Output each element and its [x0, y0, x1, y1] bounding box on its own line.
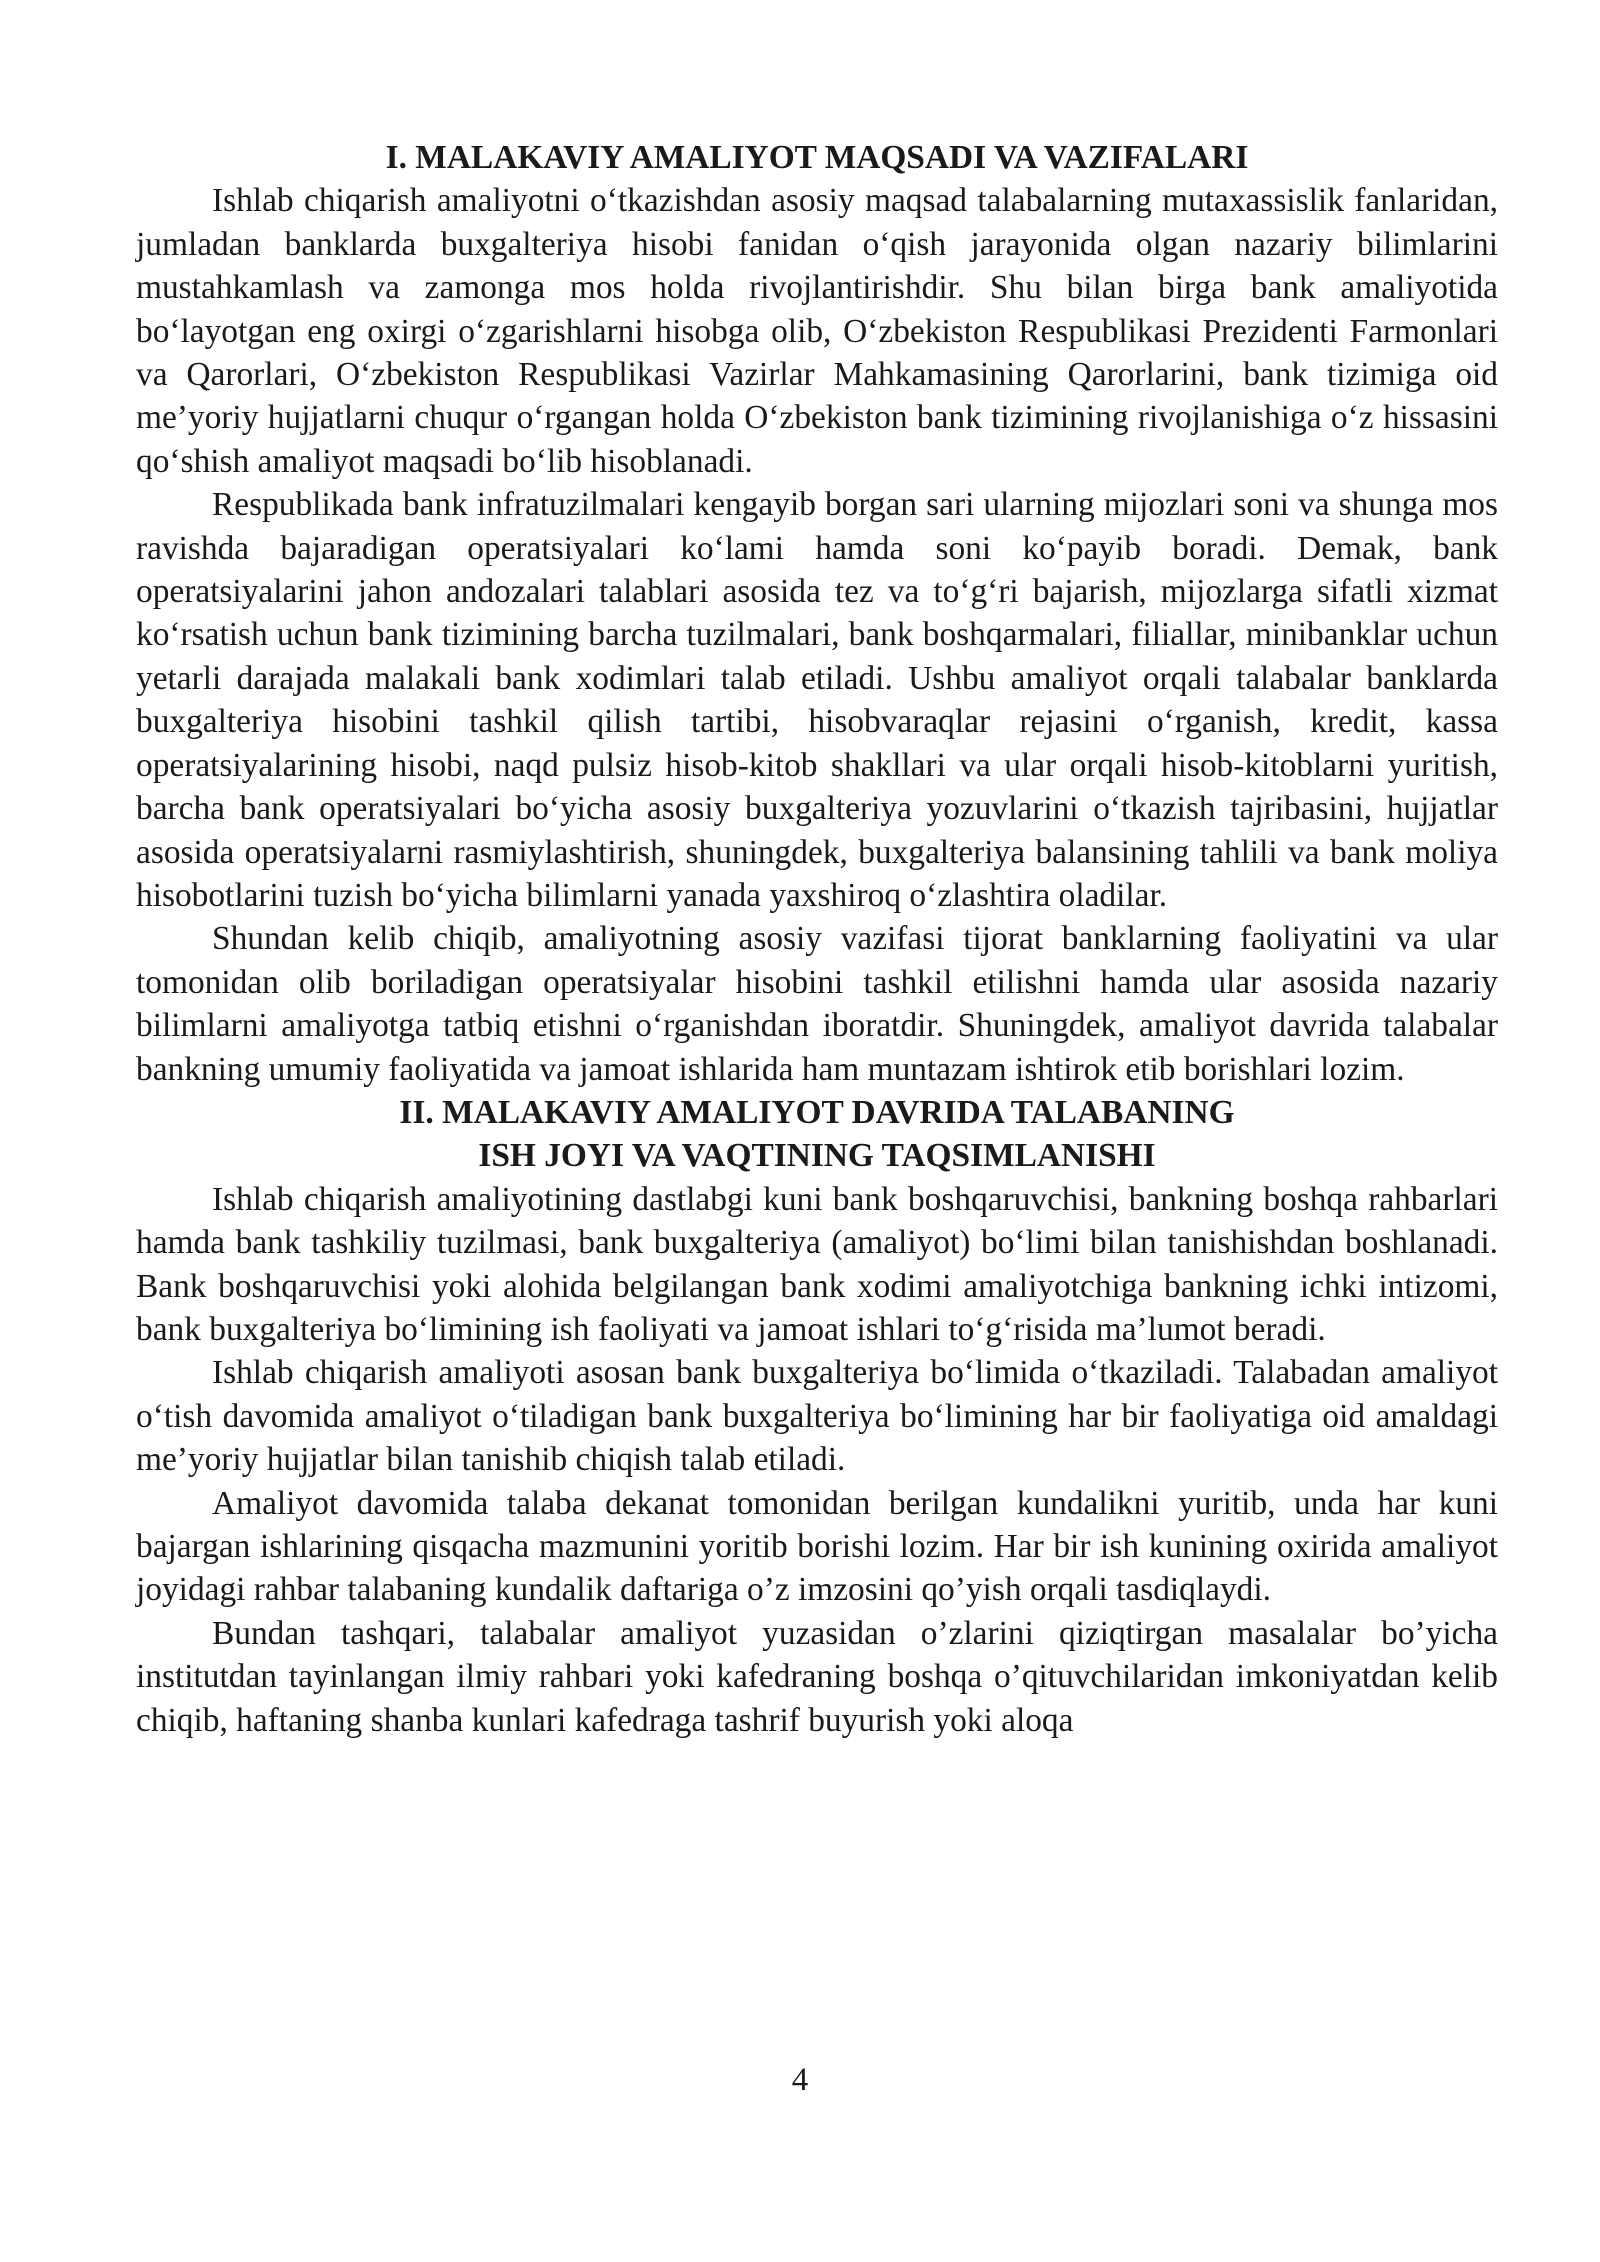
section-2-heading — [136, 1091, 1498, 1178]
section-2-heading-line-1: II. MALAKAVIY AMALIYOT DAVRIDA TALABANING — [399, 1093, 1235, 1131]
page-number: 4 — [791, 2062, 809, 2098]
document-page — [136, 136, 1498, 1742]
section-1-paragraph-1: Ishlab chiqarish amaliyotni oʻtkazishdan asosiy maqsad talabalarning mutaxassislik fanlaridan, jumladan banklarda buxgalteriya hisobi fanidan oʻqish jarayonida olgan nazariy bilimlarini mustahkamlash va zamonga mos holda rivojlantirishdir. Shu bilan birga bank amaliyotida boʻlayotgan eng oxirgi oʻzgarishlarni hisobga olib, Oʻzbekiston Respublikasi Prezidenti Farmonlari va Qarorlari, Oʻzbekiston Respublikasi Vazirlar Mahkamasining Qarorlarini, bank tizimiga oid me’yoriy hujjatlarni chuqur oʻrgangan holda Oʻzbekiston bank tizimining rivojlanishiga oʻz hissasini qoʻshish amaliyot maqsadi boʻlib hisoblanadi. — [136, 182, 1498, 480]
section-2-paragraph-2: Ishlab chiqarish amaliyoti asosan bank buxgalteriya boʻlimida oʻtkaziladi. Talabadan amaliyot oʻtish davomida amaliyot oʻtiladigan bank buxgalteriya boʻlimining har bir faoliyatiga oid amaldagi me’yoriy hujjatlar bilan tanishib chiqish talab etiladi. — [136, 1354, 1498, 1479]
section-2-paragraph-3: Amaliyot davomida talaba dekanat tomonidan berilgan kundalikni yuritib, unda har kuni bajargan ishlarining qisqacha mazmunini yoritib borishi lozim. Har bir ish kunining oxirida amaliyot joyidagi rahbar talabaning kundalik daftariga o’z imzosini qo’yish orqali tasdiqlaydi. — [136, 1484, 1498, 1609]
section-2-heading-line-2: ISH JOYI VA VAQTINING TAQSIMLANISHI — [478, 1137, 1156, 1175]
section-1-paragraph-2: Respublikada bank infratuzilmalari kengayib borgan sari ularning mijozlari soni va shunga mos ravishda bajaradigan operatsiyalari koʻlami hamda soni koʻpayib boradi. Demak, bank operatsiyalarini jahon andozalari talablari asosida tez va toʻgʻri bajarish, mijozlarga sifatli xizmat koʻrsatish uchun bank tizimining barcha tuzilmalari, bank boshqarmalari, filiallar, minibanklar uchun yetarli darajada malakali bank xodimlari talab etiladi. Ushbu amaliyot orqali talabalar banklarda buxgalteriya hisobini tashkil qilish tartibi, hisobvaraqlar rejasini oʻrganish, kredit, kassa operatsiyalarining hisobi, naqd pulsiz hisob-kitob shakllari va ular orqali hisob-kitoblarni yuritish, barcha bank operatsiyalari boʻyicha asosiy buxgalteriya yozuvlarini oʻtkazish tajribasini, hujjatlar asosida operatsiyalarni rasmiylashtirish, shuningdek, buxgalteriya balansining tahlili va bank moliya hisobotlarini tuzish boʻyicha bilimlarni yanada yaxshiroq oʻzlashtira oladilar. — [136, 486, 1498, 914]
section-2-paragraph-1: Ishlab chiqarish amaliyotining dastlabgi kuni bank boshqaruvchisi, bankning boshqa rahbarlari hamda bank tashkiliy tuzilmasi, bank buxgalteriya (amaliyot) boʻlimi bilan tanishishdan boshlanadi. Bank boshqaruvchisi yoki alohida belgilangan bank xodimi amaliyotchiga bankning ichki intizomi, bank buxgalteriya boʻlimining ish faoliyati va jamoat ishlari toʻgʻrisida ma’lumot beradi. — [136, 1180, 1498, 1348]
section-1-paragraph-3: Shundan kelib chiqib, amaliyotning asosiy vazifasi tijorat banklarning faoliyatini va ular tomonidan olib boriladigan operatsiyalar hisobini tashkil etilishni hamda ular asosida nazariy bilimlarni amaliyotga tatbiq etishni oʻrganishdan iboratdir. Shuningdek, amaliyot davrida talabalar bankning umumiy faoliyatida va jamoat ishlarida ham muntazam ishtirok etib borishlari lozim. — [136, 920, 1498, 1088]
section-2-paragraph-4: Bundan tashqari, talabalar amaliyot yuzasidan o’zlarini qiziqtirgan masalalar bo’yicha institutdan tayinlangan ilmiy rahbari yoki kafedraning boshqa o’qituvchilaridan imkoniyatdan kelib chiqib, haftaning shanba kunlari kafedraga tashrif buyurish yoki aloqa — [136, 1614, 1498, 1739]
section-1-heading: I. MALAKAVIY AMALIYOT MAQSADI VA VAZIFALARI — [385, 139, 1249, 176]
